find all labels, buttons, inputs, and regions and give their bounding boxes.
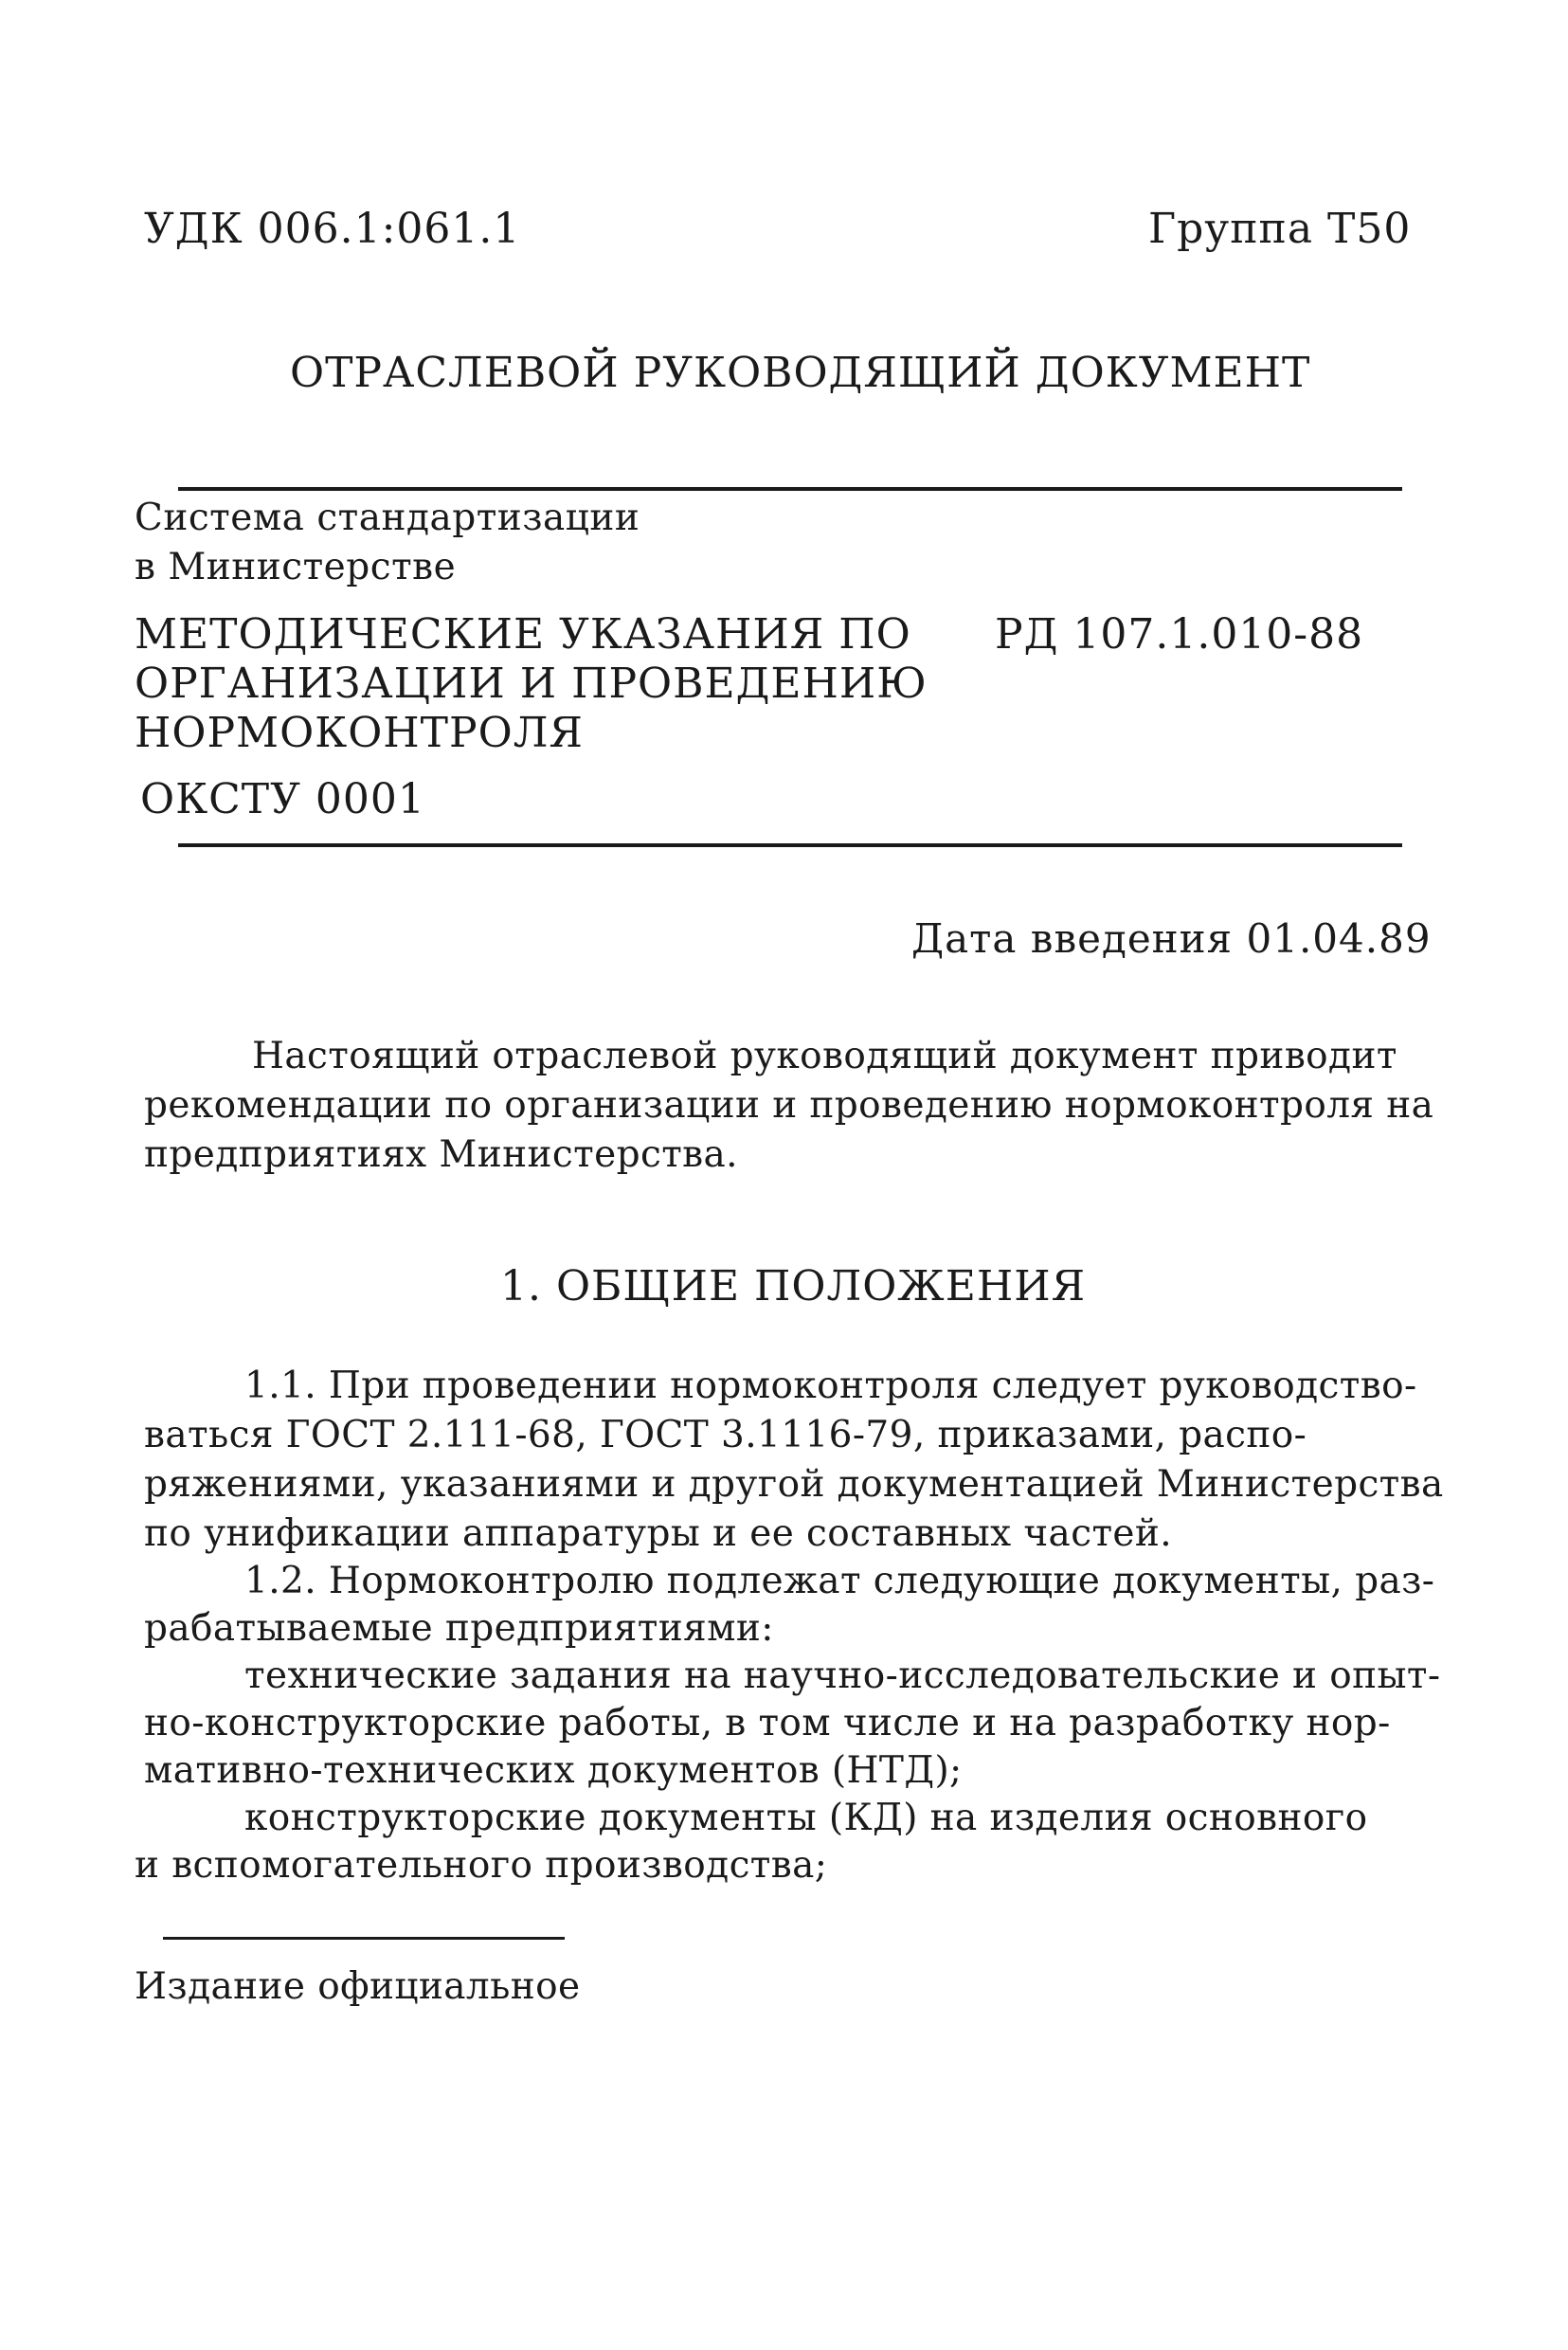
system-line-1: Система стандартизации <box>135 497 640 539</box>
intro-line-1: Настоящий отраслевой руководящий документ приводит <box>252 1035 1397 1077</box>
list-item-2-line-1: конструкторские документы (КД) на изделия основного <box>244 1797 1368 1839</box>
introduction-date: Дата введения 01.04.89 <box>911 915 1432 962</box>
clause-1-1-line-2: ваться ГОСТ 2.111-68, ГОСТ 3.1116-79, приказами, распо- <box>144 1414 1307 1456</box>
title-block-top-rule <box>178 487 1402 491</box>
clause-1-1-line-3: ряжениями, указаниями и другой документацией Министерства <box>144 1463 1444 1506</box>
list-item-1-line-1: технические задания на научно-исследовательские и опыт- <box>244 1654 1441 1697</box>
title-line-2: ОРГАНИЗАЦИИ И ПРОВЕДЕНИЮ <box>135 660 928 708</box>
list-item-1-line-2: но-конструкторские работы, в том числе и на разработку нор- <box>144 1702 1391 1744</box>
section-title: 1. ОБЩИЕ ПОЛОЖЕНИЯ <box>500 1262 1087 1311</box>
title-line-1: МЕТОДИЧЕСКИЕ УКАЗАНИЯ ПО <box>135 610 911 659</box>
clause-1-2-line-2: рабатываемые предприятиями: <box>144 1607 774 1650</box>
group-code: Группа Т50 <box>1148 205 1412 253</box>
document-type-heading: ОТРАСЛЕВОЙ РУКОВОДЯЩИЙ ДОКУМЕНТ <box>290 349 1311 397</box>
intro-line-2: рекомендации по организации и проведению нормоконтроля на <box>144 1084 1434 1127</box>
title-block-bottom-rule <box>178 843 1402 847</box>
clause-1-1-line-1: 1.1. При проведении нормоконтроля следует руководство- <box>244 1365 1417 1407</box>
official-edition-note: Издание официальное <box>135 1965 581 2008</box>
clause-1-2-line-1: 1.2. Нормоконтролю подлежат следующие документы, раз- <box>244 1560 1435 1602</box>
title-line-3: НОРМОКОНТРОЛЯ <box>135 709 584 757</box>
clause-1-1-line-4: по унификации аппаратуры и ее составных частей. <box>144 1512 1173 1555</box>
footnote-rule <box>163 1937 565 1940</box>
list-item-1-line-3: мативно-технических документов (НТД); <box>144 1749 963 1792</box>
oksty-code: ОКСТУ 0001 <box>140 775 425 823</box>
udk-code: УДК 006.1:061.1 <box>144 205 521 253</box>
system-line-2: в Министерстве <box>135 546 457 588</box>
document-designation: РД 107.1.010-88 <box>995 610 1364 659</box>
list-item-2-line-2: и вспомогательного производства; <box>135 1844 828 1887</box>
intro-line-3: предприятиях Министерства. <box>144 1133 738 1176</box>
